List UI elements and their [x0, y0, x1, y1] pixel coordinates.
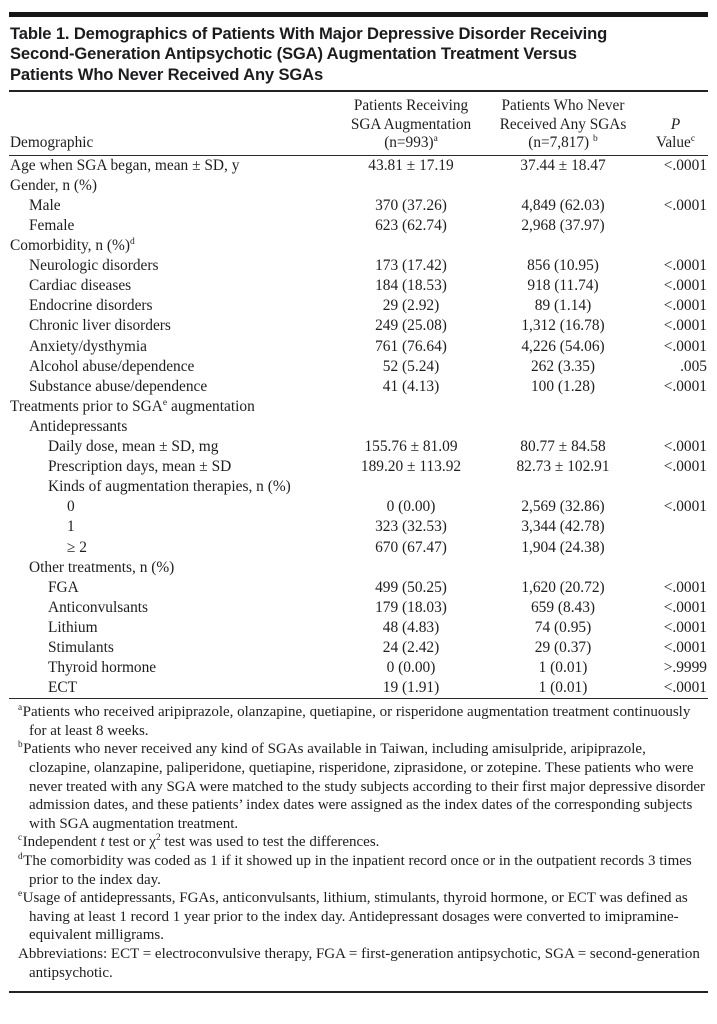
- row-value-no-sga: [483, 417, 643, 437]
- table-row: [9, 417, 708, 437]
- row-label: FGA: [48, 578, 79, 596]
- row-value-sga: 249 (25.08): [375, 317, 447, 335]
- row-value-no-sga: [483, 176, 643, 196]
- row-p-value: <.0001: [663, 196, 707, 214]
- footnote-d: $^d$The comorbidity was coded as 1 if it showed up in the inpatient record once or in the outpatient records 3 times prior to the index day.: [18, 852, 692, 888]
- footnote-abbreviations: Abbreviations: ECT = electroconvulsive therapy, FGA = first-generation antipsychotic, SGA = second-generation antipsychotic.: [18, 945, 700, 981]
- row-label: Alcohol abuse/dependence: [29, 357, 195, 375]
- row-value-sga: 29 (2.92): [382, 297, 440, 315]
- row-value-sga: [339, 236, 483, 256]
- row-value-no-sga: [483, 558, 643, 578]
- row-value-sga: 52 (5.24): [382, 357, 440, 375]
- row-value-sga: 0 (0.00): [386, 659, 436, 677]
- row-value-sga: 761 (76.64): [375, 337, 447, 355]
- row-value-no-sga: 1,904 (24.38): [521, 538, 605, 556]
- row-value-sga: 41 (4.13): [382, 377, 440, 395]
- table-row: [9, 357, 708, 377]
- row-label: Substance abuse/dependence: [29, 377, 208, 395]
- row-label: Neurologic disorders: [29, 257, 159, 275]
- table-row: [9, 578, 708, 598]
- row-label: Chronic liver disorders: [29, 317, 171, 335]
- row-label: Female: [29, 217, 75, 234]
- table-row: [9, 296, 708, 316]
- table-header: [9, 92, 708, 155]
- row-value-no-sga: [483, 397, 643, 417]
- row-p-value: .005: [680, 357, 707, 375]
- row-label: Kinds of augmentation therapies, n (%): [48, 478, 291, 496]
- table-row: [9, 256, 708, 276]
- row-p-value: <.0001: [663, 257, 707, 275]
- column-header-sga-group: Patients Receiving SGA Augmentation (n=993)$^a$: [350, 97, 472, 152]
- row-value-no-sga: 4,226 (54.06): [521, 337, 605, 355]
- table-row: [9, 457, 708, 477]
- row-p-value: <.0001: [663, 156, 707, 174]
- row-value-no-sga: [483, 236, 643, 256]
- row-p-value: [643, 216, 708, 236]
- row-value-no-sga: 918 (11.74): [527, 277, 599, 295]
- row-p-value: <.0001: [663, 438, 707, 456]
- row-label: Other treatments, n (%): [29, 558, 175, 576]
- footnote-e: $^e$Usage of antidepressants, FGAs, anticonvulsants, lithium, stimulants, thyroid hormone, or ECT was defined as having at least 1 record 1 year prior to the index day. Antidepressant dosages were converted to imipramine-equivalent milligrams.: [18, 889, 688, 944]
- row-label: Age when SGA began, mean ± SD, y: [10, 156, 240, 174]
- row-p-value: [643, 236, 708, 256]
- row-label: 0: [67, 498, 75, 516]
- row-label: Gender, n (%): [10, 176, 97, 194]
- table-row: [9, 477, 708, 497]
- row-value-sga: 0 (0.00): [386, 498, 436, 516]
- row-value-no-sga: 4,849 (62.03): [521, 196, 605, 214]
- row-p-value: [643, 417, 708, 437]
- footnote-marker: e: [18, 889, 23, 900]
- row-p-value: <.0001: [663, 458, 707, 476]
- row-value-no-sga: 262 (3.35): [530, 357, 596, 375]
- row-p-value: <.0001: [663, 618, 707, 636]
- footnote-ref-b: b: [592, 134, 598, 145]
- table-body: [9, 156, 708, 699]
- row-p-value: <.0001: [663, 498, 707, 516]
- table-row: [9, 538, 708, 558]
- row-label: Thyroid hormone: [48, 659, 157, 677]
- table-title: [9, 17, 708, 90]
- row-value-sga: 323 (32.53): [375, 518, 447, 536]
- row-value-sga: 19 (1.91): [382, 679, 440, 697]
- row-value-no-sga: 659 (8.43): [530, 598, 596, 616]
- row-label: ≥ 2: [67, 538, 87, 556]
- row-value-no-sga: [483, 477, 643, 497]
- row-p-value: <.0001: [663, 598, 707, 616]
- row-p-value: [643, 477, 708, 497]
- row-value-sga: [339, 558, 483, 578]
- column-header-no-sga-group: Patients Who Never Received Any SGAs (n=7,817) $^b$: [499, 97, 627, 152]
- row-value-sga: 24 (2.42): [382, 638, 440, 656]
- row-value-no-sga: 856 (10.95): [527, 257, 599, 275]
- footnote-marker: c: [18, 833, 23, 844]
- row-p-value: [643, 558, 708, 578]
- row-label: Comorbidity, n (%)$^d$: [10, 235, 135, 255]
- table-row: [9, 196, 708, 216]
- row-label: Lithium: [48, 618, 98, 636]
- row-value-no-sga: 89 (1.14): [534, 297, 592, 315]
- table-title-line: Second-Generation Antipsychotic (SGA) Augmentation Treatment Versus: [10, 44, 577, 64]
- row-value-sga: 670 (67.47): [375, 538, 447, 556]
- row-p-value: [643, 397, 708, 417]
- row-label: Endocrine disorders: [29, 297, 153, 315]
- row-value-sga: 179 (18.03): [375, 598, 447, 616]
- row-value-sga: 43.81 ± 17.19: [368, 156, 454, 174]
- table-row: [9, 236, 708, 256]
- table-row: [9, 276, 708, 296]
- row-value-sga: 155.76 ± 81.09: [364, 438, 458, 456]
- row-value-sga: 370 (37.26): [375, 196, 447, 214]
- row-value-sga: 184 (18.53): [375, 277, 447, 295]
- footnotes: [9, 699, 708, 991]
- bottom-rule: [9, 991, 708, 993]
- row-value-sga: 499 (50.25): [375, 578, 447, 596]
- row-value-no-sga: 1,620 (20.72): [521, 578, 605, 596]
- row-value-sga: 173 (17.42): [375, 257, 447, 275]
- footnote-marker: b: [18, 740, 23, 751]
- row-value-no-sga: 100 (1.28): [530, 377, 596, 395]
- row-value-no-sga: 1,312 (16.78): [521, 317, 605, 335]
- row-value-no-sga: 1 (0.01): [538, 659, 588, 677]
- footnote-ref-a: a: [433, 134, 438, 145]
- table-row: [9, 176, 708, 196]
- row-p-value: [643, 176, 708, 196]
- row-value-no-sga: 74 (0.95): [534, 618, 592, 636]
- row-value-sga: [339, 176, 483, 196]
- row-label: Antidepressants: [29, 417, 128, 435]
- row-value-sga: 189.20 ± 113.92: [360, 458, 462, 476]
- table-row: [9, 618, 708, 638]
- table-row: [9, 497, 708, 517]
- row-p-value: <.0001: [663, 679, 707, 697]
- row-label: Treatments prior to SGA$^e$ augmentation: [10, 396, 255, 415]
- table-row: [9, 377, 708, 397]
- row-p-value: <.0001: [663, 277, 707, 295]
- row-p-value: <.0001: [663, 297, 707, 315]
- table-title-line: Table 1. Demographics of Patients With Major Depressive Disorder Receiving: [10, 24, 608, 43]
- row-p-value: <.0001: [663, 337, 707, 355]
- row-p-value: <.0001: [663, 578, 707, 596]
- row-p-value: [643, 538, 708, 558]
- footnote-b: $^b$Patients who never received any kind of SGAs available in Taiwan, including amisulpride, aripiprazole, clozapine, olanzapine, paliperidone, quetiapine, risperidone, ziprasidone, or zotepine. These patients who were never treated with any SGA were matched to the study subjects according to their first major depressive disorder admission dates, and these patients’ index dates were assigned as the index dates of the corresponding subjects with SGA augmentation treatment.: [18, 740, 706, 832]
- table-row: [9, 517, 708, 537]
- row-p-value: >.9999: [663, 659, 707, 677]
- row-label: Anxiety/dysthymia: [29, 337, 147, 355]
- table-row: [9, 658, 708, 678]
- row-label: Stimulants: [48, 638, 114, 656]
- row-label: Cardiac diseases: [29, 277, 132, 295]
- row-value-no-sga: 2,968 (37.97): [521, 217, 605, 234]
- footnote-marker: a: [18, 703, 23, 714]
- row-label: ECT: [48, 679, 78, 697]
- row-value-no-sga: 3,344 (42.78): [521, 518, 605, 536]
- row-value-no-sga: 37.44 ± 18.47: [520, 156, 606, 174]
- row-label: 1: [67, 518, 75, 536]
- table-row: [9, 558, 708, 578]
- table-row: [9, 397, 708, 417]
- table-row: [9, 598, 708, 618]
- column-header-demographic: Demographic: [10, 134, 94, 152]
- table-row: [9, 216, 708, 236]
- column-header-p-value: P Value$^c$: [655, 115, 696, 152]
- footnote-ref-c: c: [690, 134, 696, 145]
- row-p-value: <.0001: [663, 638, 707, 656]
- table-title-line: Patients Who Never Received Any SGAs: [10, 64, 324, 84]
- row-p-value: [643, 517, 708, 537]
- table-row: [9, 337, 708, 357]
- footnote-marker: d: [18, 852, 23, 862]
- row-value-no-sga: 1 (0.01): [538, 679, 588, 697]
- row-label: Anticonvulsants: [48, 598, 149, 616]
- row-value-no-sga: 82.73 ± 102.91: [516, 458, 610, 476]
- row-value-no-sga: 2,569 (32.86): [521, 498, 605, 516]
- row-value-sga: 48 (4.83): [382, 618, 440, 636]
- row-value-sga: 623 (62.74): [375, 217, 447, 234]
- row-value-no-sga: 80.77 ± 84.58: [520, 438, 606, 456]
- table-row: [9, 316, 708, 336]
- table-row: [9, 437, 708, 457]
- footnote-a: $^a$Patients who received aripiprazole, olanzapine, quetiapine, or risperidone augmentation treatment continuously for at least 8 weeks.: [18, 703, 691, 739]
- row-value-no-sga: 29 (0.37): [534, 638, 592, 656]
- row-value-sga: [339, 477, 483, 497]
- row-p-value: <.0001: [663, 377, 707, 395]
- row-value-sga: [339, 397, 483, 417]
- row-label: Daily dose, mean ± SD, mg: [48, 438, 219, 456]
- row-label: Male: [29, 196, 61, 214]
- row-value-sga: [339, 417, 483, 437]
- table-row: [9, 156, 708, 176]
- row-label: Prescription days, mean ± SD: [48, 458, 232, 476]
- footnote-c: $^c$Independent t test or $\chi^2$ test was used to test the differences.: [18, 833, 380, 851]
- table-row: [9, 678, 708, 698]
- row-p-value: <.0001: [663, 317, 707, 335]
- table-row: [9, 638, 708, 658]
